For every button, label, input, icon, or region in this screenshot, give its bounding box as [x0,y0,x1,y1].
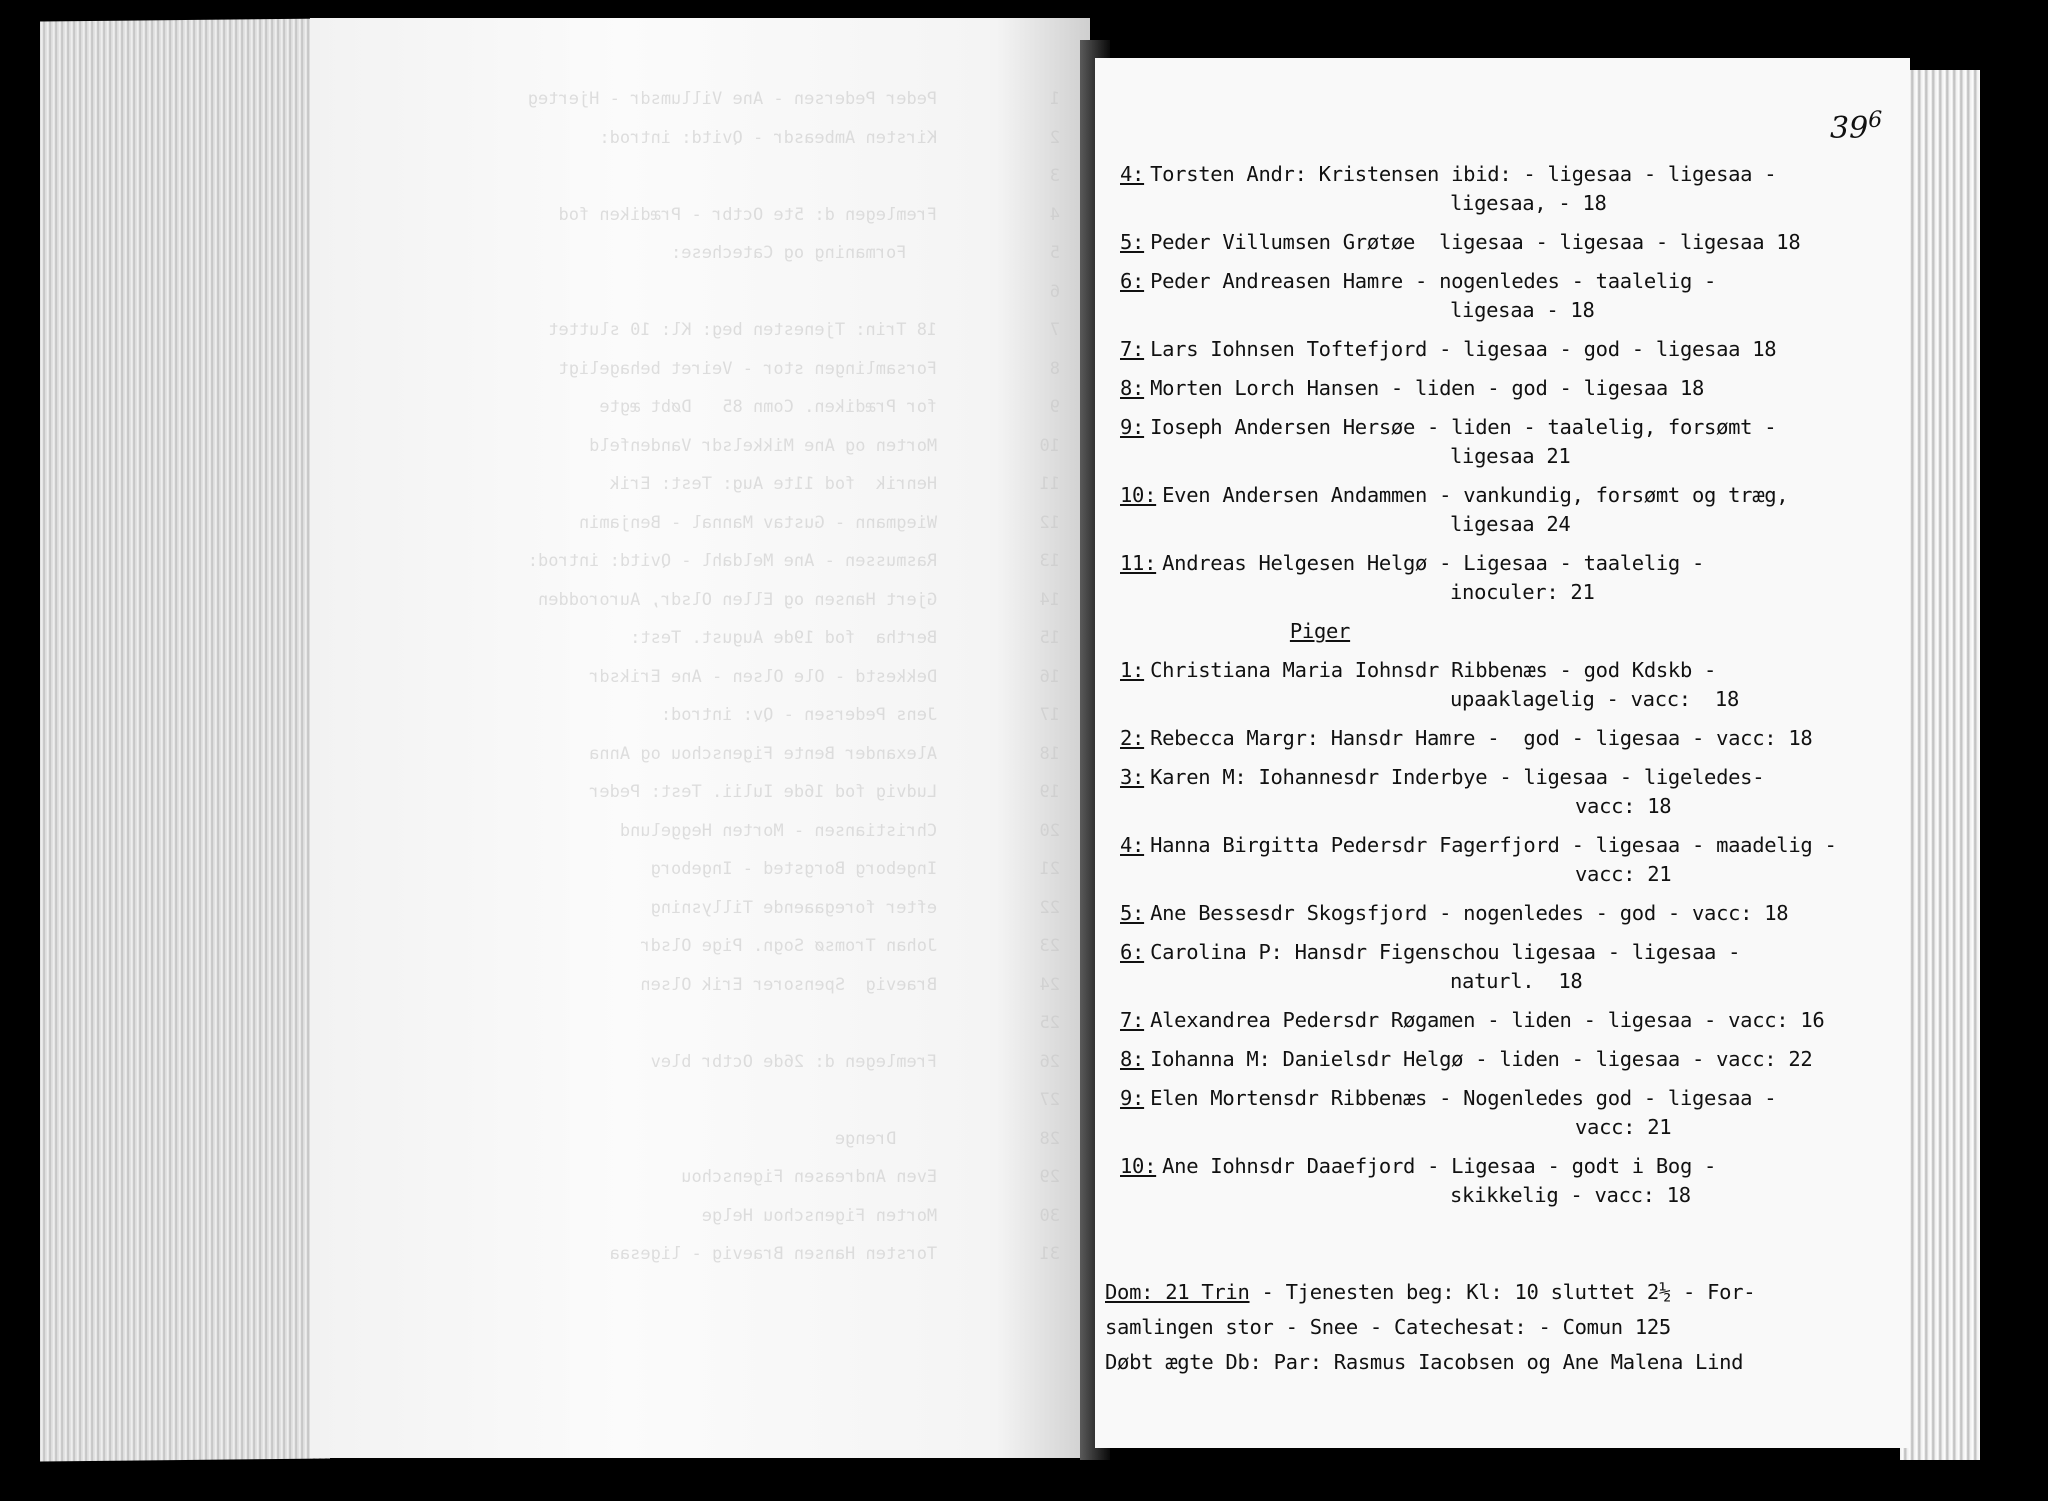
boy-entry: 11: Andreas Helgesen Helgø - Ligesaa - taalelig - inoculer: 21 [1120,551,1705,604]
girl-entry: 10: Ane Iohnsdr Daaefjord - Ligesaa - godt i Bog - skikkelig - vacc: 18 [1120,1154,1717,1207]
page-number: $39^6$ [1830,108,1883,146]
confirmation-list [1120,160,1880,1210]
girl-entry: 7: Alexandrea Pedersdr Røgamen - liden - ligesaa - vacc: 16 [1120,1008,1825,1032]
girl-entry: 1: Christiana Maria Iohnsdr Ribbenæs - god Kdskb - upaaklagelig - vacc: 18 [1120,658,1740,711]
girl-entry: 3: Karen M: Iohannesdr Inderbye - ligesaa - ligeledes- vacc: 18 [1120,765,1765,818]
service-date: Dom: 21 Trin [1105,1280,1250,1304]
girl-entry: 5: Ane Bessesdr Skogsfjord - nogenledes - god - vacc: 18 [1120,901,1789,925]
boy-entry: 6: Peder Andreasen Hamre - nogenledes - taalelig - ligesaa - 18 [1120,269,1717,322]
boy-entry: 4: Torsten Andr: Kristensen ibid: - ligesaa - ligesaa - ligesaa, - 18 [1120,162,1777,215]
boy-entry: 7: Lars Iohnsen Toftefjord - ligesaa - god - ligesaa 18 [1120,337,1777,361]
bleed-through-text: 1 Peder Pedersen - Ane Villumsdr - Hjerteg 2 Kirsten Ambeasdr - Qvitd: introd: 3 4 Fremlegen d: 5te Octbr - Prædiken fod 5 Formaning og Catechese: 6 7 18 Trin: Tjenesten beg: Kl: 10 sluttet 8 Forsamlingen stor - Veiret behageligt 9 for Prædiken. Comn 85 Døbt ægte 10 Morten og Ane Mikkelsdr Vandenfeld 11 Henrik fod 11te Aug: Test: Erik 12 Wiegmann - Gustav Mannal - Benjamin 13 Rasmussen - Ane Meldahl - Qvitd: introd: 14 Gjert Hansen og Ellen Olsdr, Aurorodden 15 Bertha fod 19de August. Test: 16 Dekkestd - Ole Olsen - Ane Eriksdr 17 Jens Pedersen - Qv: introd: 18 Alexander Bente Figenschou og Anna 19 Ludvig fod 16de Iulii. Test: Peder 20 Christiansen - Morten Heggelund 21 Ingeborg Borgsted - Ingeborg 22 efter foregaaende Tillysning 23 Johan Tromsø Sogn. Pige Olsdr 24 Braevig Spensorer Erik Olsen 25 26 Fremlegen d: 26de Octbr blev 27 28 Drenge 29 Even Andreasen Figenschou 30 Morten Figenschou Helge 31 Torsten Hansen Braevig - ligesaa [527,89,1060,1264]
girl-entry: 6: Carolina P: Hansdr Figenschou ligesaa - ligesaa - naturl. 18 [1120,940,1741,993]
boy-entry: 9: Ioseph Andersen Hersøe - liden - taalelig, forsømt - ligesaa 21 [1120,415,1777,468]
girl-entry: 2: Rebecca Margr: Hansdr Hamre - god - ligesaa - vacc: 18 [1120,726,1813,750]
page-edges-left [40,18,330,1461]
section-heading-piger: Piger [1289,619,1351,643]
boy-entry: 8: Morten Lorch Hansen - liden - god - ligesaa 18 [1120,376,1705,400]
boy-entry: 10: Even Andersen Andammen - vankundig, forsømt og træg, ligesaa 24 [1120,483,1789,536]
boy-entry: 5: Peder Villumsen Grøtøe ligesaa - ligesaa - ligesaa 18 [1120,230,1801,254]
service-record: Dom: 21 Trin - Tjenesten beg: Kl: 10 sluttet 2½ - For- samlingen stor - Snee - Catechesat: - Comun 125 Døbt ægte Db: Par: Rasmus Iacobsen og Ane Malena Lind [1105,1280,1756,1374]
girl-entry: 4: Hanna Birgitta Pedersdr Fagerfjord - ligesaa - maadelig - vacc: 21 [1120,833,1837,886]
girl-entry: 9: Elen Mortensdr Ribbenæs - Nogenledes god - ligesaa - vacc: 21 [1120,1086,1777,1139]
girl-entry: 8: Iohanna M: Danielsdr Helgø - liden - ligesaa - vacc: 22 [1120,1047,1813,1071]
page-edges-right [1900,70,1980,1460]
